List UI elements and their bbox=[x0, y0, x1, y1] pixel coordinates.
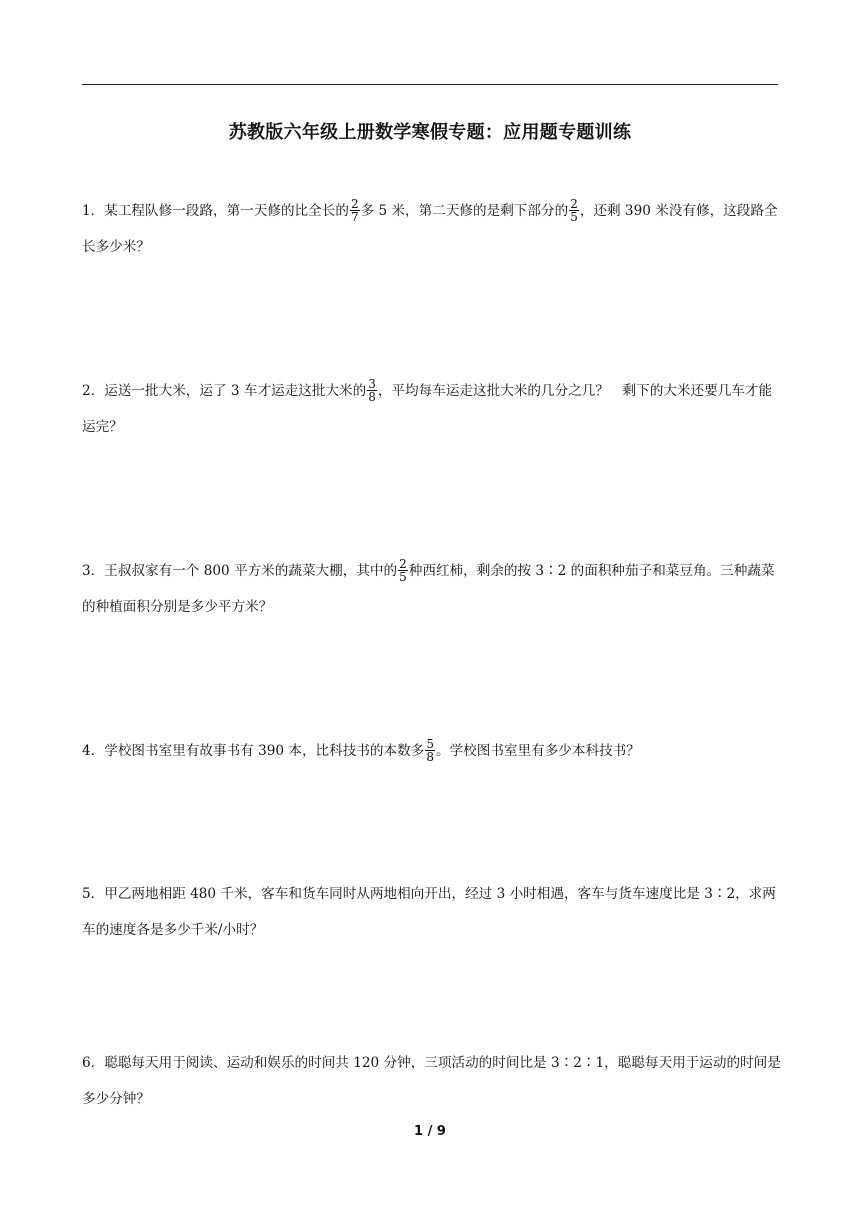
page-number: 1 / 9 bbox=[414, 1124, 446, 1139]
question-number: 5． bbox=[82, 886, 105, 902]
fraction-numerator: 2 bbox=[399, 557, 407, 571]
question-text: 多 5 米，第二天修的是剩下部分的 bbox=[360, 203, 569, 219]
fraction bbox=[367, 378, 377, 403]
fraction bbox=[569, 198, 579, 223]
question-text: 聪聪每天用于阅读、运动和娱乐的时间共 120 分钟，三项活动的时间比是 3∶2∶1，聪聪每天用于运动的时间是多少分钟？ bbox=[82, 1055, 781, 1107]
question-text: 运送一批大米，运了 3 车才运走这批大米的 bbox=[104, 383, 367, 399]
fraction bbox=[350, 198, 360, 223]
fraction bbox=[425, 738, 435, 763]
question-number: 4． bbox=[82, 743, 105, 759]
fraction-numerator: 3 bbox=[368, 377, 376, 391]
question-text: ，平均每车运走这批大米的几分之几？ 剩下的大米还要几车才能运完？ bbox=[82, 383, 773, 435]
fraction-numerator: 2 bbox=[350, 197, 359, 211]
question-text: 王叔叔家有一个 800 平方米的蔬菜大棚，其中的 bbox=[104, 563, 398, 579]
page-title: 苏教版六年级上册数学寒假专题：应用题专题训练 bbox=[228, 122, 632, 143]
question-5 bbox=[82, 876, 782, 948]
fraction-denominator: 7 bbox=[350, 210, 359, 224]
question-text: ，还剩 390 米没有修，这段路全长多少米？ bbox=[82, 203, 778, 255]
question-number: 3． bbox=[82, 563, 105, 579]
fraction bbox=[398, 558, 408, 583]
question-text: 种西红柿，剩余的按 3∶2 的面积种茄子和菜豆角。三种蔬菜的种植面积分别是多少平方米？ bbox=[82, 563, 775, 615]
question-3 bbox=[82, 553, 782, 625]
question-text: 甲乙两地相距 480 千米，客车和货车同时从两地相向开出，经过 3 小时相遇，客车与货车速度比是 3∶2，求两车的速度各是多少千米/小时？ bbox=[82, 886, 776, 938]
question-6 bbox=[82, 1045, 782, 1117]
question-4 bbox=[82, 733, 782, 769]
question-text: 学校图书室里有故事书有 390 本，比科技书的本数多 bbox=[104, 743, 425, 759]
question-number: 1． bbox=[82, 203, 105, 219]
fraction-denominator: 5 bbox=[399, 570, 407, 584]
question-1 bbox=[82, 193, 782, 265]
fraction-denominator: 5 bbox=[570, 210, 578, 224]
question-text: 。学校图书室里有多少本科技书？ bbox=[435, 743, 640, 759]
question-text: 某工程队修一段路，第一天修的比全长的 bbox=[104, 203, 349, 219]
question-number: 6． bbox=[82, 1055, 105, 1071]
fraction-denominator: 8 bbox=[426, 750, 434, 764]
question-2 bbox=[82, 373, 782, 445]
question-number: 2． bbox=[82, 383, 105, 399]
header-rule bbox=[82, 84, 778, 85]
fraction-numerator: 2 bbox=[570, 197, 578, 211]
fraction-denominator: 8 bbox=[368, 390, 376, 404]
fraction-numerator: 5 bbox=[426, 737, 434, 751]
